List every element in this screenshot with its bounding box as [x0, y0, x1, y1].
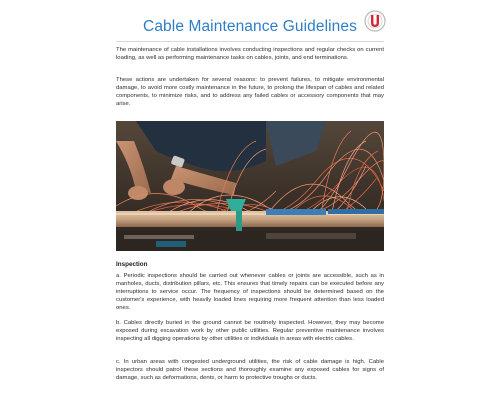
intro-paragraph-1: The maintenance of cable installations involves conducting inspections and regular checks on current loading, as well as performing maintenance tasks on cables, joints, and end terminations.: [116, 47, 384, 61]
section-heading-inspection: Inspection: [116, 261, 148, 268]
title-divider: [116, 41, 384, 42]
header: [116, 14, 384, 44]
company-logo-icon: [364, 10, 386, 32]
cable-splicing-photo: [116, 121, 384, 251]
inspection-paragraph-c: c. In urban areas with congested underground utilities, the risk of cable damage is high. Cable inspectors should patrol these sections and thoroughly examine any exposed cables for signs of damage, such as deformations, dents, or harm to protective troughs or ducts.: [116, 359, 384, 381]
inspection-paragraph-b: b. Cables directly buried in the ground cannot be routinely inspected. However, they may become exposed during excavation work by other public utilities. Regular preventive maintenance involves inspecting all digging operations by other utilities or individuals in areas with electric cables.: [116, 320, 384, 342]
inspection-paragraph-a: a. Periodic inspections should be carried out whenever cables or joints are accessible, such as in manholes, ducts, distribution pillars, etc. This ensures that timely repairs can be executed before any interruptions to service occur. The frequency of inspections should be determined based on the customer's experience, with heavily loaded lines requiring more frequent attention than less loaded ones.: [116, 273, 384, 311]
intro-paragraph-2: These actions are undertaken for several reasons: to prevent failures, to mitigate environmental damage, to avoid more costly maintenance in the future, to prolong the lifespan of cables and related components, to minimize risks, and to address any failed cables or accessory components that may arise.: [116, 77, 384, 107]
page-title: Cable Maintenance Guidelines: [143, 18, 357, 35]
